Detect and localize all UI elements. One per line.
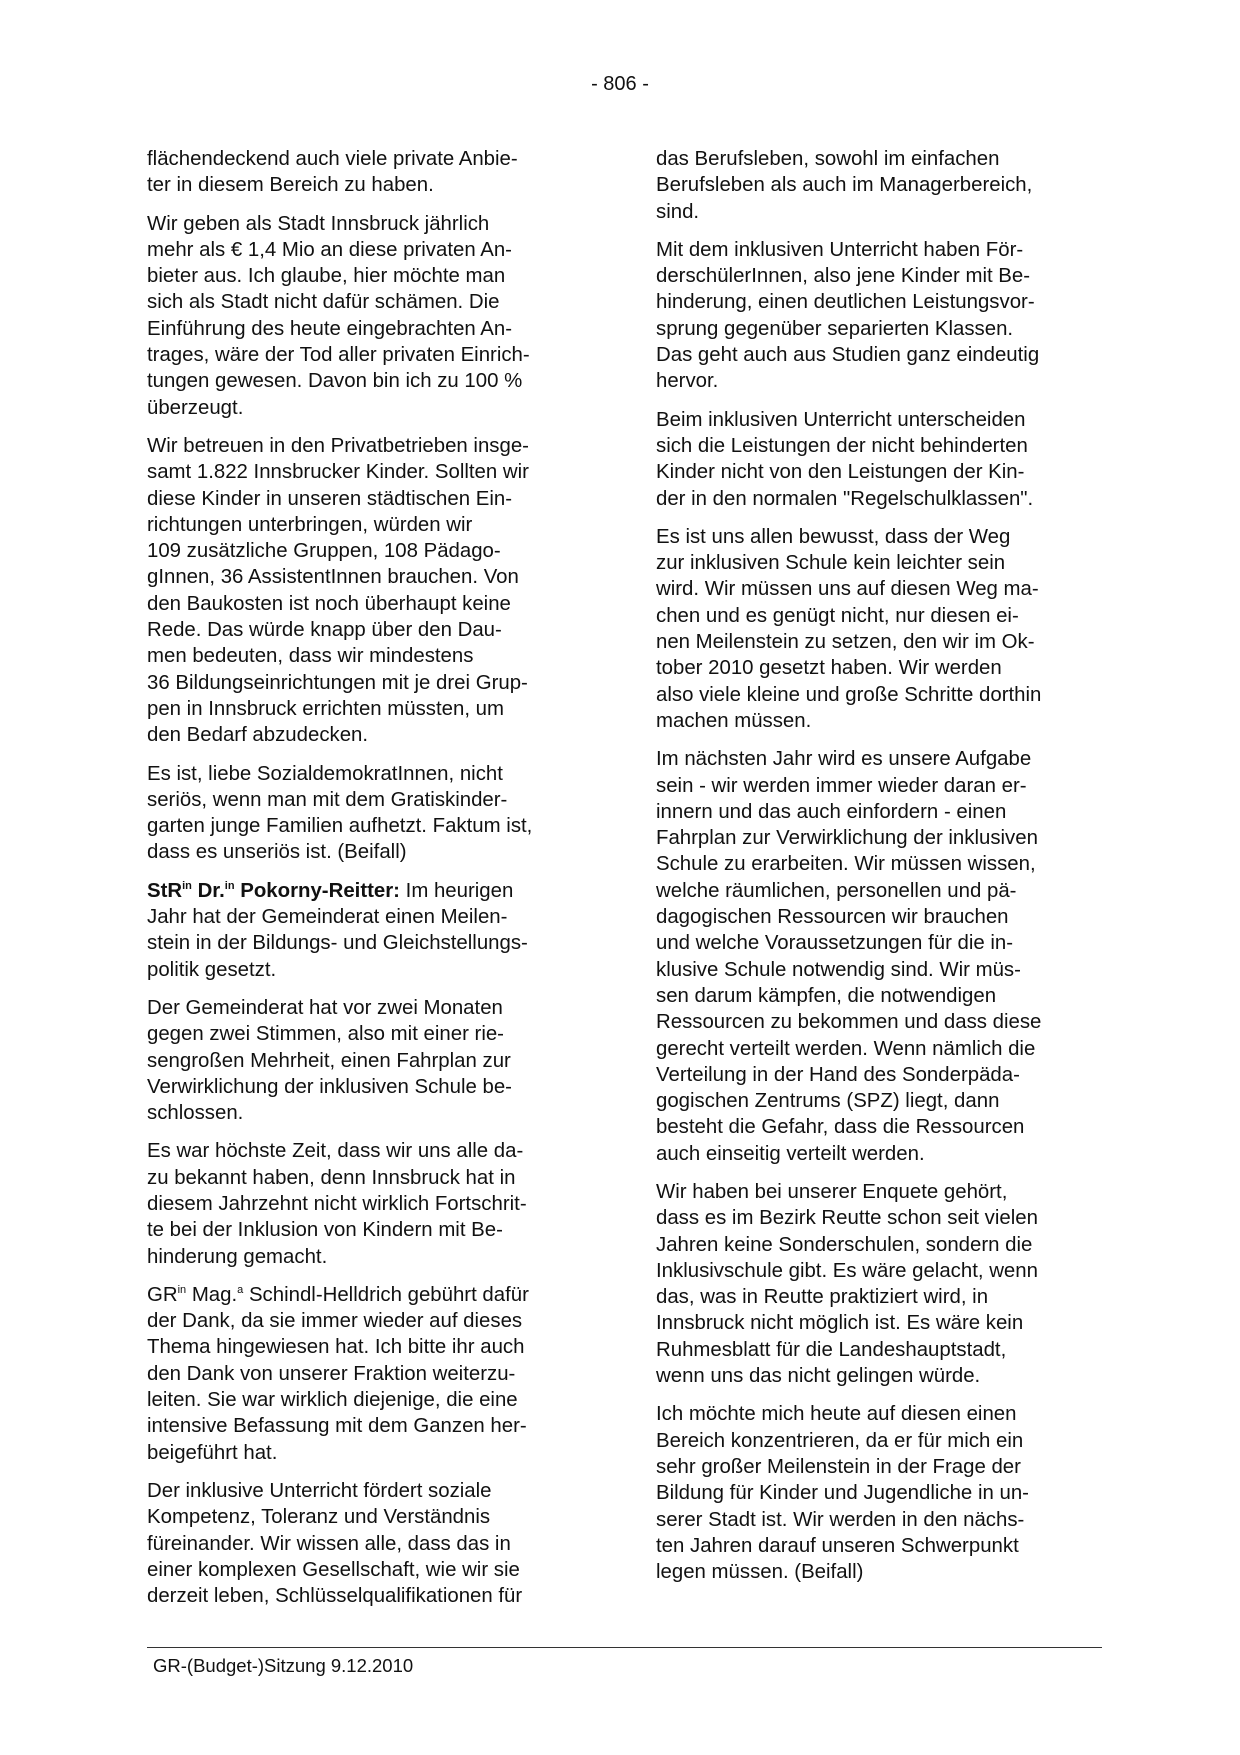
text-line: intensive Befassung mit dem Ganzen her- [147, 1415, 527, 1438]
text-line: chen und es genügt nicht, nur diesen ei- [656, 604, 1019, 627]
text-line: sind. [656, 200, 700, 223]
text-line: diesem Jahrzehnt nicht wirklich Fortschrit- [147, 1192, 527, 1215]
text-line: ten Jahren darauf unseren Schwerpunkt [656, 1534, 1019, 1557]
text-line: wenn uns das nicht gelingen würde. [656, 1365, 981, 1388]
footer-divider [147, 1647, 1102, 1648]
text-line: legen müssen. (Beifall) [656, 1561, 864, 1584]
text-line: samt 1.822 Innsbrucker Kinder. Sollten wir [147, 461, 529, 484]
text-line: Kinder nicht von den Leistungen der Kin- [656, 461, 1025, 484]
text-line: flächendeckend auch viele private Anbie- [147, 148, 518, 170]
text-line: Jahr hat der Gemeinderat einen Meilen- [147, 906, 508, 929]
text-line: derschülerInnen, also jene Kinder mit Be- [656, 265, 1031, 288]
text-line: sen darum kämpfen, die notwendigen [656, 984, 997, 1007]
text-line: Verwirklichung der inklusiven Schule be- [147, 1075, 512, 1098]
text-line: sprung gegenüber separierten Klassen. [656, 317, 1014, 340]
text-line: Ressourcen zu bekommen und dass diese [656, 1011, 1042, 1034]
text-line: ter in diesem Bereich zu haben. [147, 174, 434, 197]
text-line: Bereich konzentrieren, da er für mich ein [656, 1429, 1024, 1452]
text-line: Inklusivschule gibt. Es wäre gelacht, wenn [656, 1259, 1038, 1282]
text-line: sehr großer Meilenstein in der Frage der [656, 1455, 1021, 1478]
text-line: dass es unseriös ist. (Beifall) [147, 841, 407, 864]
text-line: pen in Innsbruck errichten müssten, um [147, 697, 505, 720]
text-line: Wir betreuen in den Privatbetrieben insge- [147, 434, 529, 457]
text-line: Verteilung in der Hand des Sonderpäda- [656, 1063, 1020, 1086]
paragraph [147, 211, 589, 421]
text-line: 36 Bildungseinrichtungen mit je drei Grup- [147, 671, 528, 694]
right-column [656, 146, 1102, 1597]
text-line: politik gesetzt. [147, 958, 277, 981]
text-line: besteht die Gefahr, dass die Ressourcen [656, 1116, 1025, 1139]
text-line: richtungen unterbringen, würden wir [147, 513, 473, 536]
text-line: den Dank von unserer Fraktion weiterzu- [147, 1362, 516, 1385]
text-line: derzeit leben, Schlüsselqualifikationen für [147, 1585, 523, 1608]
text-line: sein - wir werden immer wieder daran er- [656, 774, 1027, 797]
text-line: serer Stadt ist. Wir werden in den nächs- [656, 1508, 1025, 1531]
paragraph [147, 1282, 589, 1466]
text-line: mehr als € 1,4 Mio an diese privaten An- [147, 238, 512, 261]
text-line: Wir haben bei unserer Enquete gehört, [656, 1180, 1008, 1203]
text-line: und welche Voraussetzungen für die in- [656, 932, 1014, 955]
text-line: Einführung des heute eingebrachten An- [147, 317, 513, 340]
text-line: garten junge Familien aufhetzt. Faktum ist, [147, 815, 533, 838]
paragraph [147, 1138, 589, 1269]
text-line: innern und das auch einfordern - einen [656, 800, 1007, 823]
text-line: Bildung für Kinder und Jugendliche in un- [656, 1482, 1029, 1505]
paragraph [656, 237, 1102, 395]
text-line: der in den normalen "Regelschulklassen". [656, 487, 1034, 510]
text-line: Der inklusive Unterricht fördert soziale [147, 1479, 492, 1502]
page-number: - 806 - [591, 73, 649, 95]
paragraph [147, 1478, 589, 1609]
text-line: Der Gemeinderat hat vor zwei Monaten [147, 996, 503, 1019]
text-line: der Dank, da sie immer wieder auf dieses [147, 1310, 523, 1333]
speaker-paragraph [147, 878, 589, 983]
text-line: einer komplexen Gesellschaft, wie wir sie [147, 1558, 520, 1581]
text-line: das, was in Reutte praktiziert wird, in [656, 1286, 989, 1309]
text-line: Rede. Das würde knapp über den Dau- [147, 619, 502, 642]
text-line: gInnen, 36 AssistentInnen brauchen. Von [147, 566, 519, 589]
text-line: dass es im Bezirk Reutte schon seit vielen [656, 1207, 1038, 1230]
text-line: gerecht verteilt werden. Wenn nämlich die [656, 1037, 1036, 1060]
paragraph [147, 146, 589, 199]
paragraph [147, 995, 589, 1126]
text-line: Mit dem inklusiven Unterricht haben För- [656, 238, 1024, 261]
text-line: sich als Stadt nicht dafür schämen. Die [147, 291, 500, 314]
text-line: Das geht auch aus Studien ganz eindeutig [656, 344, 1040, 367]
text-line: Kompetenz, Toleranz und Verständnis [147, 1506, 491, 1529]
text-line: nen Meilenstein zu setzen, den wir im Ok- [656, 631, 1035, 654]
text-line: sengroßen Mehrheit, einen Fahrplan zur [147, 1049, 511, 1072]
reference-line: $GR^{in}$ Mag.$^a$ Schindl-Helldrich gebührt dafür [147, 1283, 529, 1306]
text-line: trages, wäre der Tod aller privaten Einrich- [147, 344, 530, 367]
footer-text: GR-(Budget-)Sitzung 9.12.2010 [153, 1655, 414, 1676]
text-line: machen müssen. [656, 709, 812, 732]
text-line: Es war höchste Zeit, dass wir uns alle da- [147, 1140, 524, 1163]
text-line: welche räumlichen, personellen und pä- [656, 879, 1017, 902]
text-line: wird. Wir müssen uns auf diesen Weg ma- [656, 578, 1039, 601]
text-line: Berufsleben als auch im Managerbereich, [656, 174, 1033, 197]
paragraph [147, 433, 589, 749]
text-line: dagogischen Ressourcen wir brauchen [656, 906, 1009, 929]
speaker-line: StR$^{in}$ Dr.$^{in}$ Pokorny-Reitter: Im heurigen [147, 879, 514, 902]
paragraph [147, 761, 589, 866]
text-line: hinderung, einen deutlichen Leistungsvor- [656, 291, 1035, 314]
speaker-name: StR$^{in}$ Dr.$^{in}$ Pokorny-Reitter: [147, 879, 400, 902]
text-line: men bedeuten, dass wir mindestens [147, 645, 474, 668]
text-line: Thema hingewiesen hat. Ich bitte ihr auch [147, 1336, 525, 1359]
text-line: den Bedarf abzudecken. [147, 724, 369, 747]
text-line: zu bekannt haben, denn Innsbruck hat in [147, 1166, 516, 1189]
text-line: Jahren keine Sonderschulen, sondern die [656, 1233, 1033, 1256]
text-line: te bei der Inklusion von Kindern mit Be- [147, 1219, 503, 1242]
text-line: Es ist uns allen bewusst, dass der Weg [656, 525, 1011, 548]
text-line: sich die Leistungen der nicht behinderten [656, 434, 1028, 457]
text-line: klusive Schule notwendig sind. Wir müs- [656, 958, 1021, 981]
text-line: auch einseitig verteilt werden. [656, 1142, 925, 1165]
paragraph [656, 524, 1102, 734]
text-line: 109 zusätzliche Gruppen, 108 Pädago- [147, 540, 501, 563]
text-line: Wir geben als Stadt Innsbruck jährlich [147, 212, 490, 235]
text-line: überzeugt. [147, 396, 244, 419]
text-line: schlossen. [147, 1102, 244, 1125]
text-line: leiten. Sie war wirklich diejenige, die eine [147, 1389, 518, 1412]
left-column [147, 146, 589, 1621]
paragraph [656, 746, 1102, 1167]
text-line: bieter aus. Ich glaube, hier möchte man [147, 265, 506, 288]
text-line: seriös, wenn man mit dem Gratiskinder- [147, 788, 508, 811]
paragraph [656, 407, 1102, 512]
text-line: Fahrplan zur Verwirklichung der inklusiven [656, 827, 1038, 850]
text-line: das Berufsleben, sowohl im einfachen [656, 148, 1000, 170]
text-line: den Baukosten ist noch überhaupt keine [147, 592, 511, 615]
text-line: diese Kinder in unseren städtischen Ein- [147, 487, 512, 510]
text-line: Schule zu erarbeiten. Wir müssen wissen, [656, 853, 1036, 876]
text-line: zur inklusiven Schule kein leichter sein [656, 552, 1006, 575]
text-line: hinderung gemacht. [147, 1245, 328, 1268]
text-line: also viele kleine und große Schritte dorthin [656, 683, 1042, 706]
paragraph [656, 1179, 1102, 1389]
text-line: tungen gewesen. Davon bin ich zu 100 % [147, 370, 523, 393]
text-line: Innsbruck nicht möglich ist. Es wäre kein [656, 1312, 1024, 1335]
text-line: gegen zwei Stimmen, also mit einer rie- [147, 1023, 504, 1046]
paragraph [656, 1401, 1102, 1585]
text-line: Beim inklusiven Unterricht unterscheiden [656, 408, 1026, 431]
text-line: füreinander. Wir wissen alle, dass das in [147, 1532, 511, 1555]
text-line: beigeführt hat. [147, 1441, 278, 1464]
text-line: Im nächsten Jahr wird es unsere Aufgabe [656, 748, 1032, 771]
text-line: stein in der Bildungs- und Gleichstellungs- [147, 932, 528, 955]
text-line: tober 2010 gesetzt haben. Wir werden [656, 657, 1002, 680]
text-line: gogischen Zentrums (SPZ) liegt, dann [656, 1090, 1000, 1113]
paragraph [656, 146, 1102, 225]
text-line: Ich möchte mich heute auf diesen einen [656, 1403, 1017, 1426]
text-line: Es ist, liebe SozialdemokratInnen, nicht [147, 762, 503, 785]
text-line: Ruhmesblatt für die Landeshauptstadt, [656, 1338, 1007, 1361]
text-line: hervor. [656, 370, 719, 393]
